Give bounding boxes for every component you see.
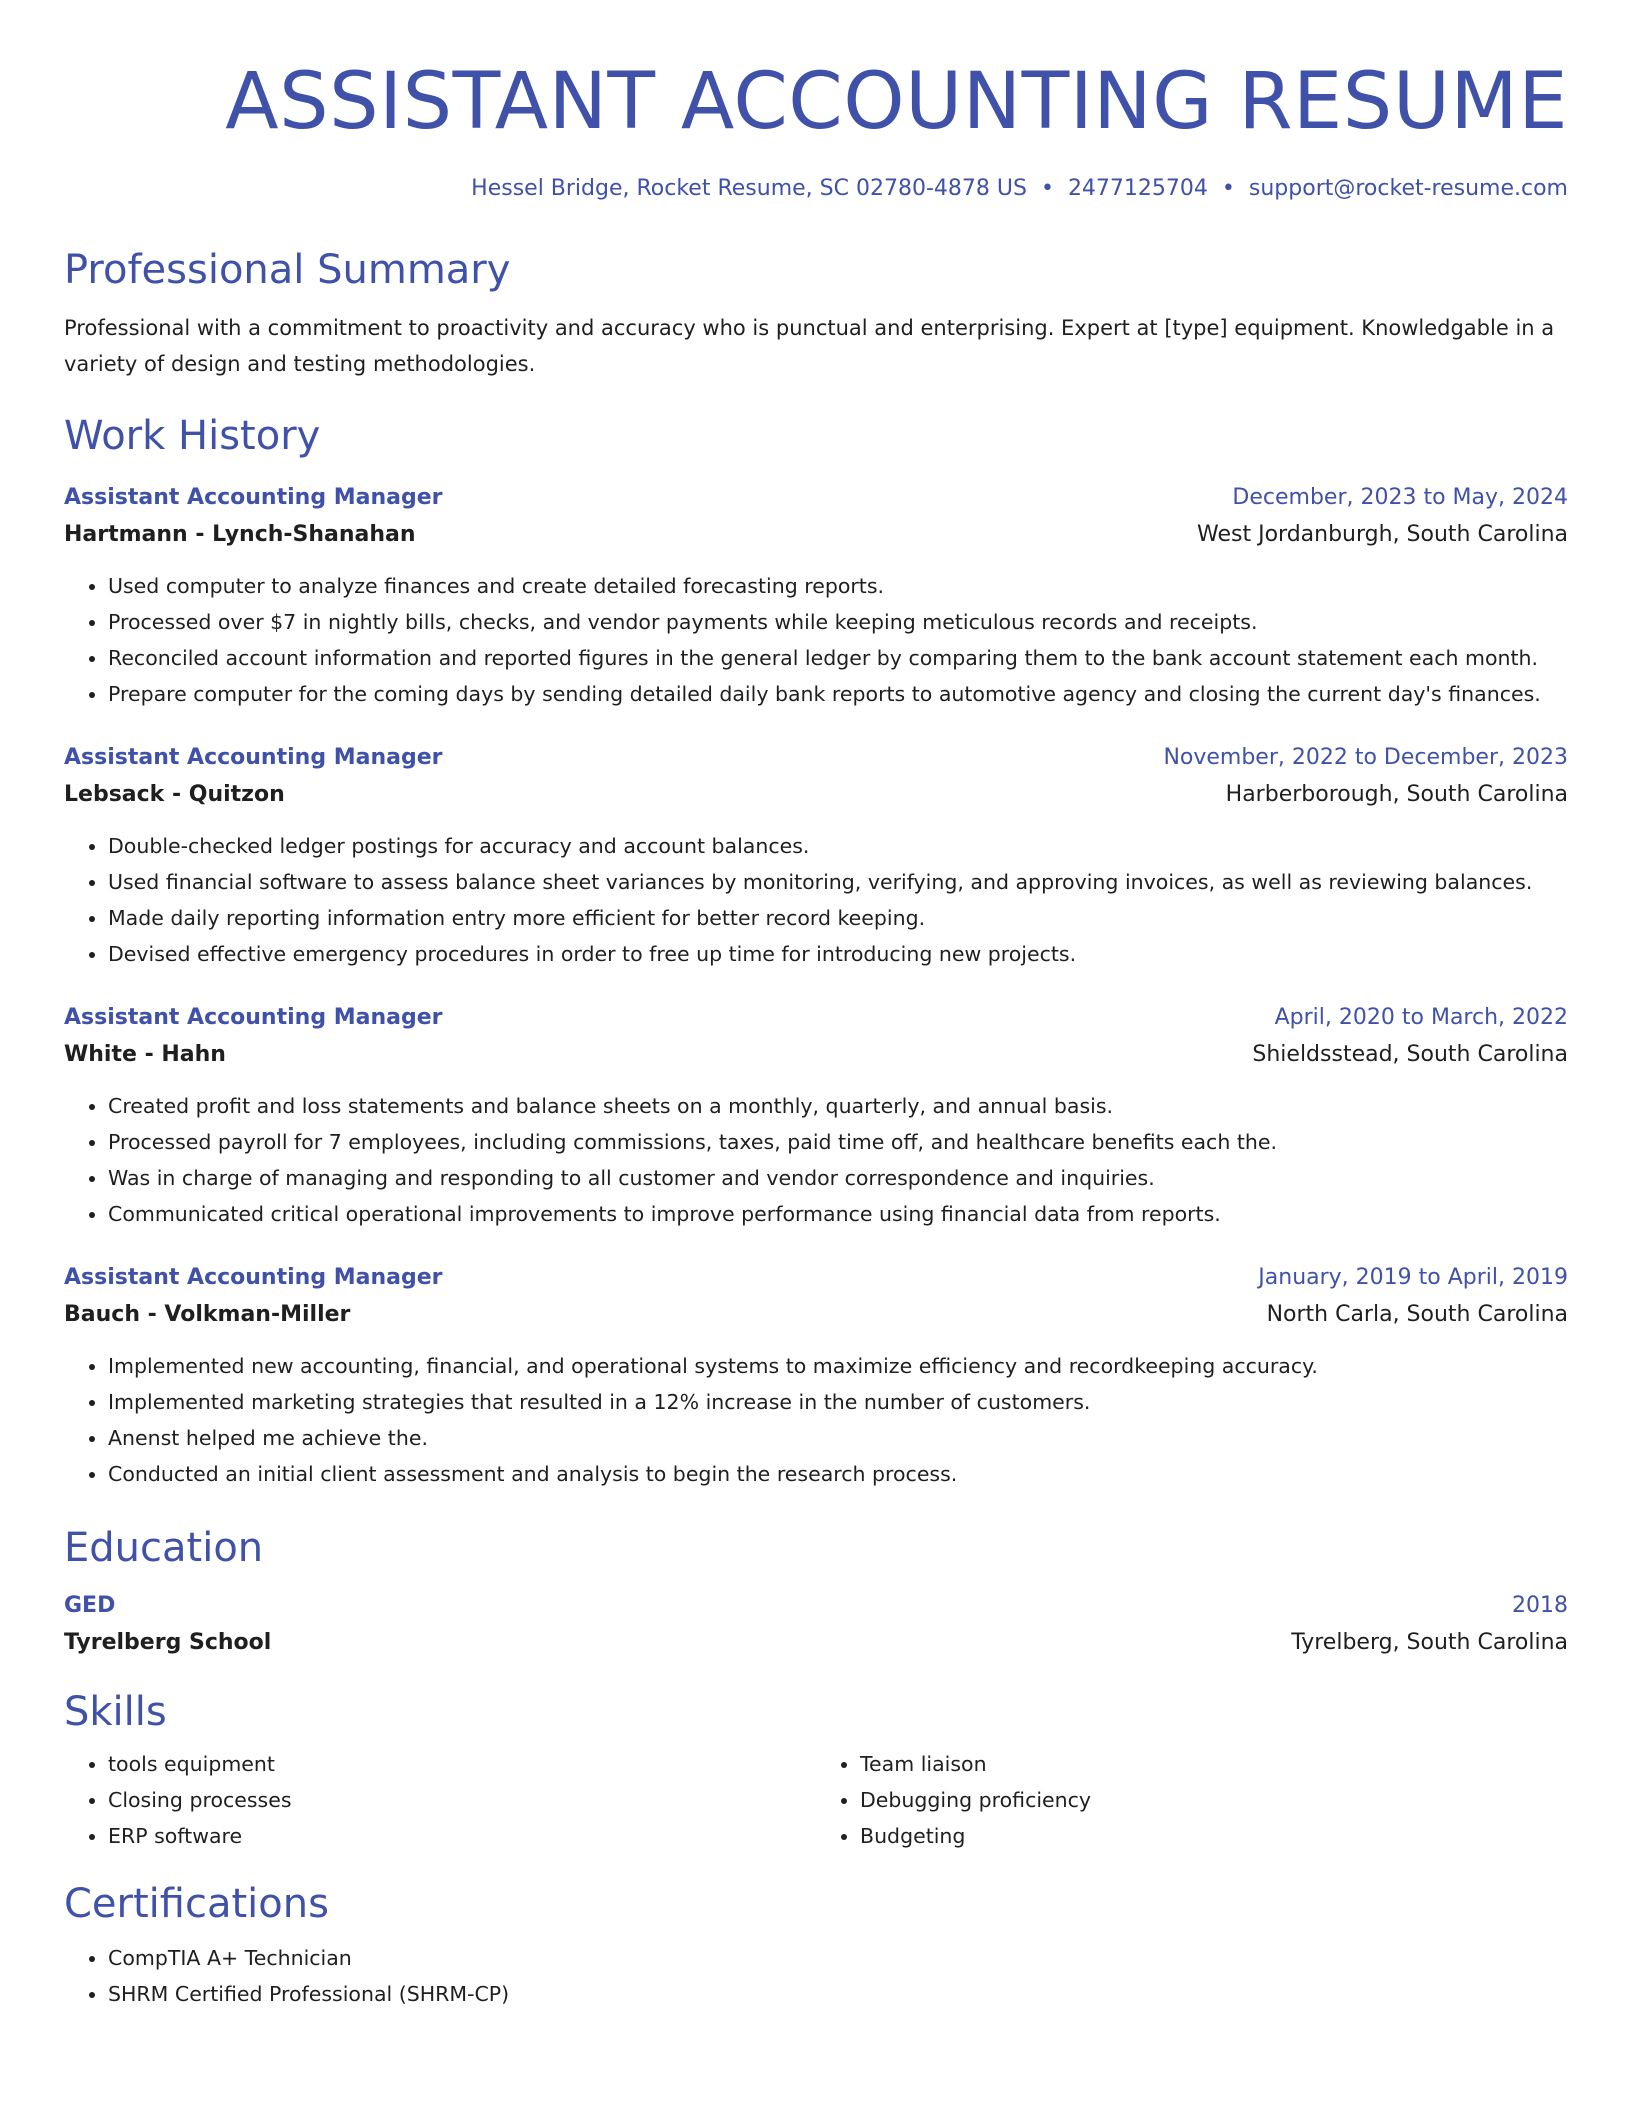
skill-item: • tools equipment <box>108 1746 816 1782</box>
job-bullet: • Reconciled account information and reported figures in the general ledger by comparing them to the bank account statement each month. <box>108 640 1568 676</box>
skills-column-left <box>64 1746 816 1854</box>
skill-item: • Closing processes <box>108 1782 816 1818</box>
work-history-heading: Work History <box>64 413 321 459</box>
skill-item: • Team liaison <box>860 1746 1568 1782</box>
education-school-row <box>64 1624 1568 1662</box>
job-entry <box>64 740 1568 972</box>
job-company-row <box>64 516 1568 554</box>
job-company-row <box>64 1036 1568 1074</box>
job-bullet: • Processed over $7 in nightly bills, checks, and vendor payments while keeping meticulous records and receipts. <box>108 604 1568 640</box>
skills-list <box>64 1746 1568 1854</box>
education-degree: GED <box>64 1593 116 1618</box>
job-role: Assistant Accounting Manager <box>64 485 443 510</box>
job-bullet: • Anenst helped me achieve the. <box>108 1420 1568 1456</box>
job-bullet: • Made daily reporting information entry more efficient for better record keeping. <box>108 900 1568 936</box>
job-dates: December, 2023 to May, 2024 <box>1232 485 1568 510</box>
job-company: Lebsack - Quitzon <box>64 782 285 807</box>
job-location: Shieldsstead, South Carolina <box>1252 1042 1568 1067</box>
contact-address: Hessel Bridge, Rocket Resume, SC 02780-4878 US <box>471 176 1027 201</box>
certifications-heading: Certifications <box>64 1881 329 1927</box>
certifications-list <box>64 1940 1568 2012</box>
skills-column-right <box>816 1746 1568 1854</box>
job-bullet: • Conducted an initial client assessment and analysis to begin the research process. <box>108 1456 1568 1492</box>
skill-item: • ERP software <box>108 1818 816 1854</box>
job-bullet: • Devised effective emergency procedures in order to free up time for introducing new projects. <box>108 936 1568 972</box>
job-entry <box>64 1260 1568 1492</box>
education-entry <box>64 1588 1568 1662</box>
certification-item: • CompTIA A+ Technician <box>108 1940 1568 1976</box>
job-dates: January, 2019 to April, 2019 <box>1258 1265 1568 1290</box>
job-bullets <box>64 568 1568 712</box>
summary-heading: Professional Summary <box>64 247 511 293</box>
job-company: White - Hahn <box>64 1042 226 1067</box>
job-dates: November, 2022 to December, 2023 <box>1163 745 1568 770</box>
certification-item: • SHRM Certified Professional (SHRM-CP) <box>108 1976 1568 2012</box>
job-bullets <box>64 1088 1568 1232</box>
job-bullet: • Implemented new accounting, financial, and operational systems to maximize efficiency and recordkeeping accuracy. <box>108 1348 1568 1384</box>
job-company: Bauch - Volkman-Miller <box>64 1302 351 1327</box>
education-year: 2018 <box>1512 1593 1568 1618</box>
job-company-row <box>64 1296 1568 1334</box>
education-heading: Education <box>64 1525 264 1571</box>
job-company: Hartmann - Lynch-Shanahan <box>64 522 416 547</box>
job-bullet: • Used financial software to assess balance sheet variances by monitoring, verifying, and approving invoices, as well as reviewing balances. <box>108 864 1568 900</box>
job-title-row <box>64 1000 1568 1036</box>
skill-item: • Debugging proficiency <box>860 1782 1568 1818</box>
education-degree-row <box>64 1588 1568 1624</box>
job-location: West Jordanburgh, South Carolina <box>1197 522 1568 547</box>
contact-phone: 2477125704 <box>1067 176 1208 201</box>
contact-separator: • <box>1221 176 1235 201</box>
job-bullet: • Used computer to analyze finances and create detailed forecasting reports. <box>108 568 1568 604</box>
job-bullet: • Double-checked ledger postings for accuracy and account balances. <box>108 828 1568 864</box>
job-title-row <box>64 480 1568 516</box>
resume-name: ASSISTANT ACCOUNTING RESUME <box>225 57 1568 147</box>
job-bullet: • Prepare computer for the coming days by sending detailed daily bank reports to automotive agency and closing the current day's finances. <box>108 676 1568 712</box>
job-company-row <box>64 776 1568 814</box>
job-entry <box>64 480 1568 712</box>
job-location: North Carla, South Carolina <box>1266 1302 1568 1327</box>
job-bullet: • Communicated critical operational improvements to improve performance using financial data from reports. <box>108 1196 1568 1232</box>
skills-heading: Skills <box>64 1689 167 1735</box>
job-role: Assistant Accounting Manager <box>64 1265 443 1290</box>
job-dates: April, 2020 to March, 2022 <box>1274 1005 1568 1030</box>
resume-header <box>64 0 1568 204</box>
education-school: Tyrelberg School <box>64 1630 272 1655</box>
job-role: Assistant Accounting Manager <box>64 1005 443 1030</box>
contact-email[interactable]: support@rocket-resume.com <box>1248 176 1568 201</box>
summary-text: Professional with a commitment to proactivity and accuracy who is punctual and enterprising. Expert at [type] equipment. Knowledgable in a variety of design and testing methodologies. <box>64 316 1555 376</box>
education-location: Tyrelberg, South Carolina <box>1291 1630 1568 1655</box>
job-role: Assistant Accounting Manager <box>64 745 443 770</box>
job-location: Harberborough, South Carolina <box>1225 782 1568 807</box>
job-bullet: • Implemented marketing strategies that resulted in a 12% increase in the number of customers. <box>108 1384 1568 1420</box>
contact-line <box>64 174 1568 204</box>
job-bullet: • Processed payroll for 7 employees, including commissions, taxes, paid time off, and healthcare benefits each the. <box>108 1124 1568 1160</box>
job-bullet: • Was in charge of managing and responding to all customer and vendor correspondence and inquiries. <box>108 1160 1568 1196</box>
job-bullets <box>64 1348 1568 1492</box>
skill-item: • Budgeting <box>860 1818 1568 1854</box>
job-bullet: • Created profit and loss statements and balance sheets on a monthly, quarterly, and annual basis. <box>108 1088 1568 1124</box>
job-title-row <box>64 1260 1568 1296</box>
job-title-row <box>64 740 1568 776</box>
certifications-bullets <box>64 1940 1568 2012</box>
job-entry <box>64 1000 1568 1232</box>
job-bullets <box>64 828 1568 972</box>
contact-separator: • <box>1040 176 1054 201</box>
